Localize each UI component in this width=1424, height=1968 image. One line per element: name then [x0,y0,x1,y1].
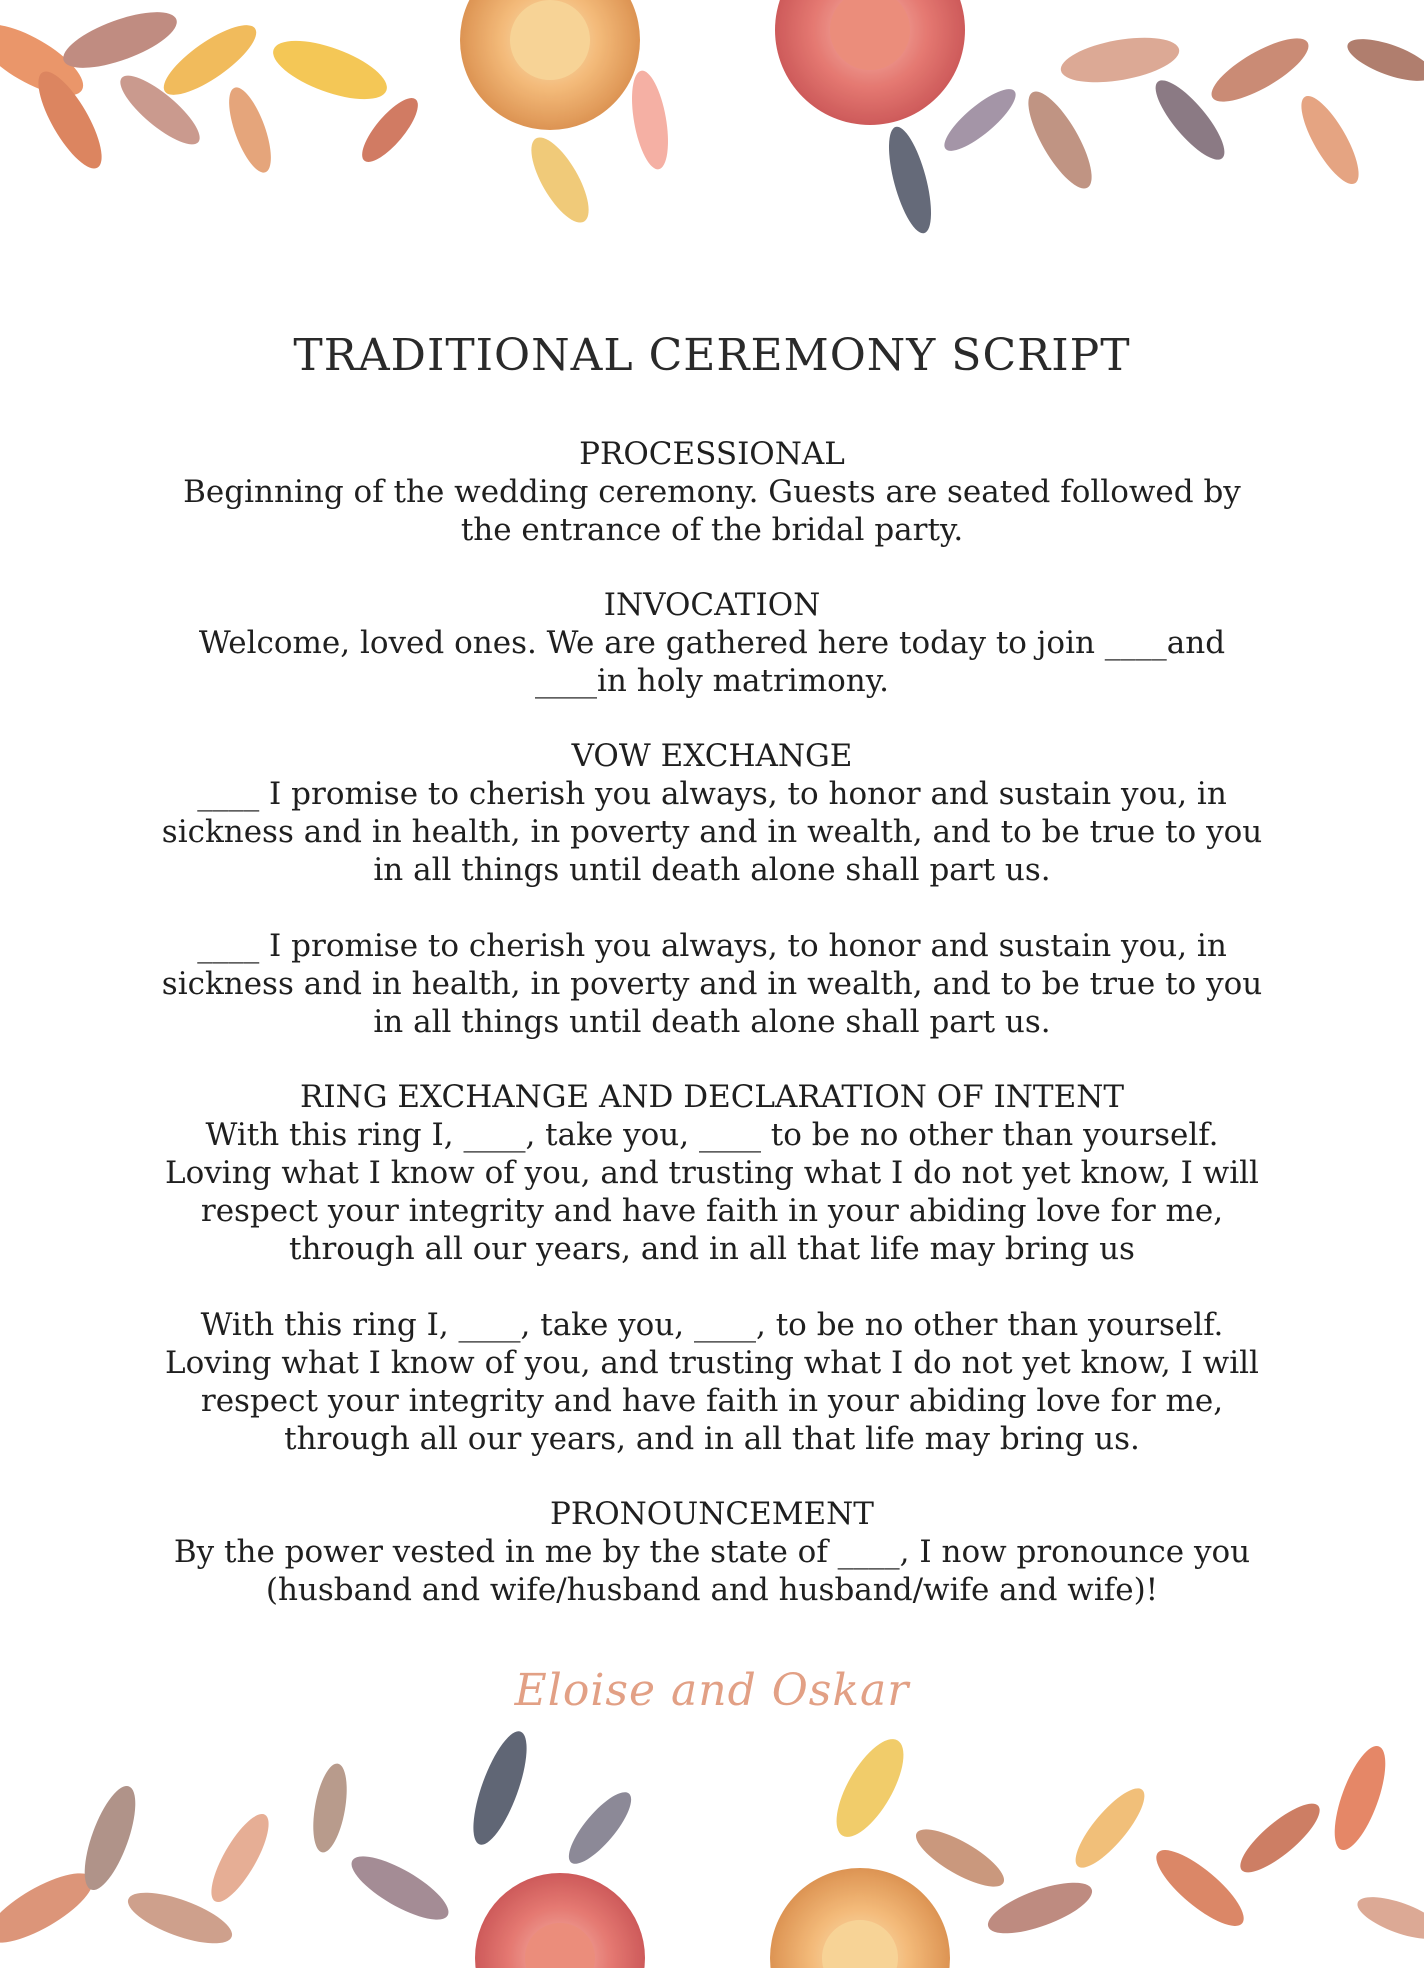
section-paragraph: ____ I promise to cherish you always, to honor and sustain you, in sickness and in health, in poverty and in wealth, and to be true to you in all things until death alone shall part us. [161,775,1263,888]
ceremony-script [140,330,1284,1646]
section-paragraph: Beginning of the wedding ceremony. Guests are seated followed by the entrance of the bridal party. [183,473,1241,548]
couple-signature: Eloise and Oskar [514,1665,910,1716]
section-heading: VOW EXCHANGE [571,737,853,774]
section-heading: PRONOUNCEMENT [550,1495,874,1532]
floral-border-bottom [0,1718,1424,1968]
section-heading: INVOCATION [603,586,821,623]
section-paragraph: ____ I promise to cherish you always, to honor and sustain you, in sickness and in health, in poverty and in wealth, and to be true to you in all things until death alone shall part us. [161,927,1263,1040]
section-heading: PROCESSIONAL [579,435,845,472]
section-ring-exchange [140,1078,1284,1458]
floral-border-top [0,0,1424,270]
section-invocation [140,586,1284,700]
section-heading: RING EXCHANGE AND DECLARATION OF INTENT [300,1078,1124,1115]
section-processional [140,435,1284,549]
section-vow-exchange [140,737,1284,1041]
section-paragraph: By the power vested in me by the state of ____, I now pronounce you (husband and wife/husband and husband/wife and wife)! [173,1533,1251,1608]
section-paragraph: Welcome, loved ones. We are gathered here today to join ____and ____in holy matrimony. [198,624,1226,699]
document-title: TRADITIONAL CEREMONY SCRIPT [293,330,1131,381]
section-paragraph: With this ring I, ____, take you, ____, to be no other than yourself. Loving what I know of you, and trusting what I do not yet know, I will respect your integrity and have faith in your abiding love for me, through all our years, and in all that life may bring us. [165,1306,1259,1457]
section-pronouncement [140,1495,1284,1609]
section-paragraph: With this ring I, ____, take you, ____ to be no other than yourself. Loving what I know of you, and trusting what I do not yet know, I will respect your integrity and have faith in your abiding love for me, through all our years, and in all that life may bring us [165,1116,1259,1267]
